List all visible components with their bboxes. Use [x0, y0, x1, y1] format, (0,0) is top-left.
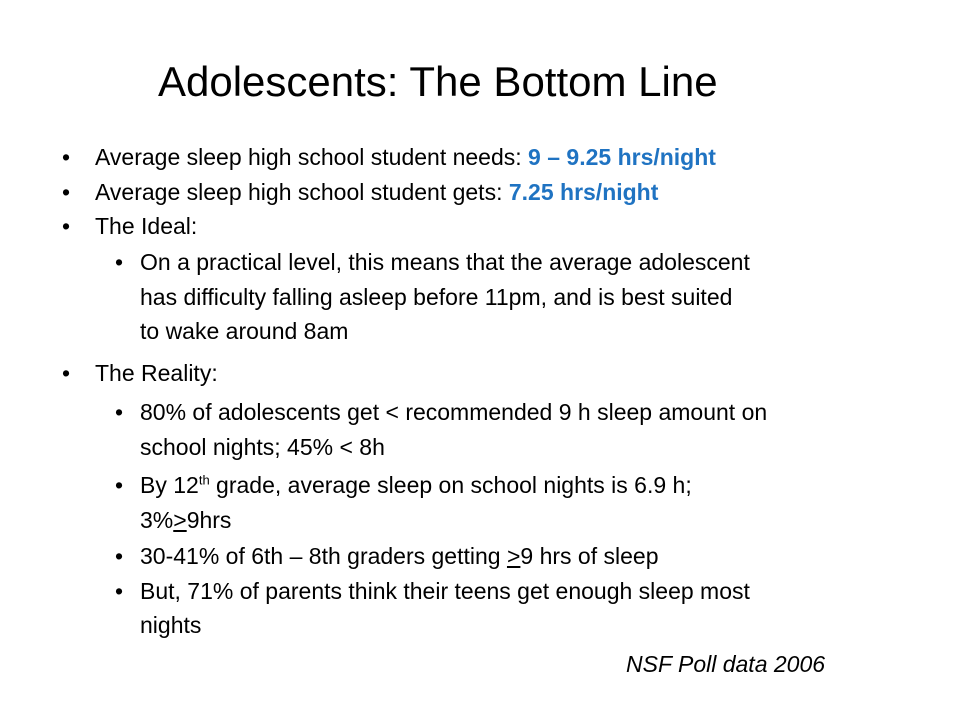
bullet-icon: •	[62, 213, 71, 239]
reality-3-pre: 30-41% of 6th – 8th graders getting	[140, 543, 507, 569]
list-item-reality	[0, 356, 960, 391]
slide-title: Adolescents: The Bottom Line	[158, 58, 718, 105]
reality-4-line-2: nights	[140, 612, 202, 638]
needs-label: Average sleep high school student needs:	[95, 144, 529, 170]
ideal-heading: The Ideal:	[95, 213, 198, 239]
list-item-reality-1	[0, 395, 767, 464]
list-item-needs	[0, 140, 960, 175]
list-item-reality-3	[0, 539, 767, 574]
reality-2-line2-gte: >	[173, 506, 187, 533]
reality-2-line2-pre: 3%	[140, 506, 174, 533]
bullet-icon: •	[115, 399, 124, 425]
reality-heading: The Reality:	[95, 360, 218, 386]
list-item-reality-4	[0, 574, 767, 643]
list-item-ideal-sub	[0, 245, 750, 349]
reality-4-line-1: But, 71% of parents think their teens get enough sleep most	[140, 577, 750, 604]
gets-label: Average sleep high school student gets:	[95, 178, 509, 205]
ideal-sub-line-2: has difficulty falling asleep before 11pm, and is best suited	[140, 283, 733, 310]
reality-1-line-1: 80% of adolescents get < recommended 9 h sleep amount on	[140, 399, 768, 425]
bullet-list-reality	[0, 356, 960, 391]
gets-value: 7.25 hrs/night	[508, 178, 659, 205]
bullet-icon: •	[115, 249, 124, 275]
reality-2-line2-post: 9hrs	[186, 506, 232, 533]
bullet-icon: •	[115, 472, 124, 498]
reality-2-sup: th	[198, 472, 210, 488]
reality-1-line-2: school nights; 45% < 8h	[140, 433, 385, 460]
list-item-gets	[0, 175, 960, 210]
bullet-icon: •	[115, 543, 124, 569]
bullet-icon: •	[115, 577, 124, 604]
reality-3-post: 9 hrs of sleep	[520, 543, 659, 569]
list-item-reality-2	[0, 468, 767, 537]
needs-value: 9 – 9.25 hrs/night	[528, 144, 716, 170]
reality-sublist	[0, 395, 767, 643]
bullet-icon: •	[62, 360, 71, 386]
bullet-list-top	[0, 140, 960, 244]
ideal-sub-line-3: to wake around 8am	[140, 318, 349, 344]
list-item-ideal	[0, 209, 960, 244]
reality-2-suffix: grade, average sleep on school nights is 6.9 h;	[209, 472, 692, 498]
bullet-icon: •	[62, 144, 71, 170]
reality-2-prefix: By 12	[140, 472, 199, 498]
source-citation: NSF Poll data 2006	[626, 651, 826, 677]
ideal-sublist	[0, 245, 750, 349]
reality-3-gte: >	[506, 543, 521, 569]
ideal-sub-line-1: On a practical level, this means that the average adolescent	[140, 249, 750, 275]
bullet-icon: •	[62, 178, 71, 205]
